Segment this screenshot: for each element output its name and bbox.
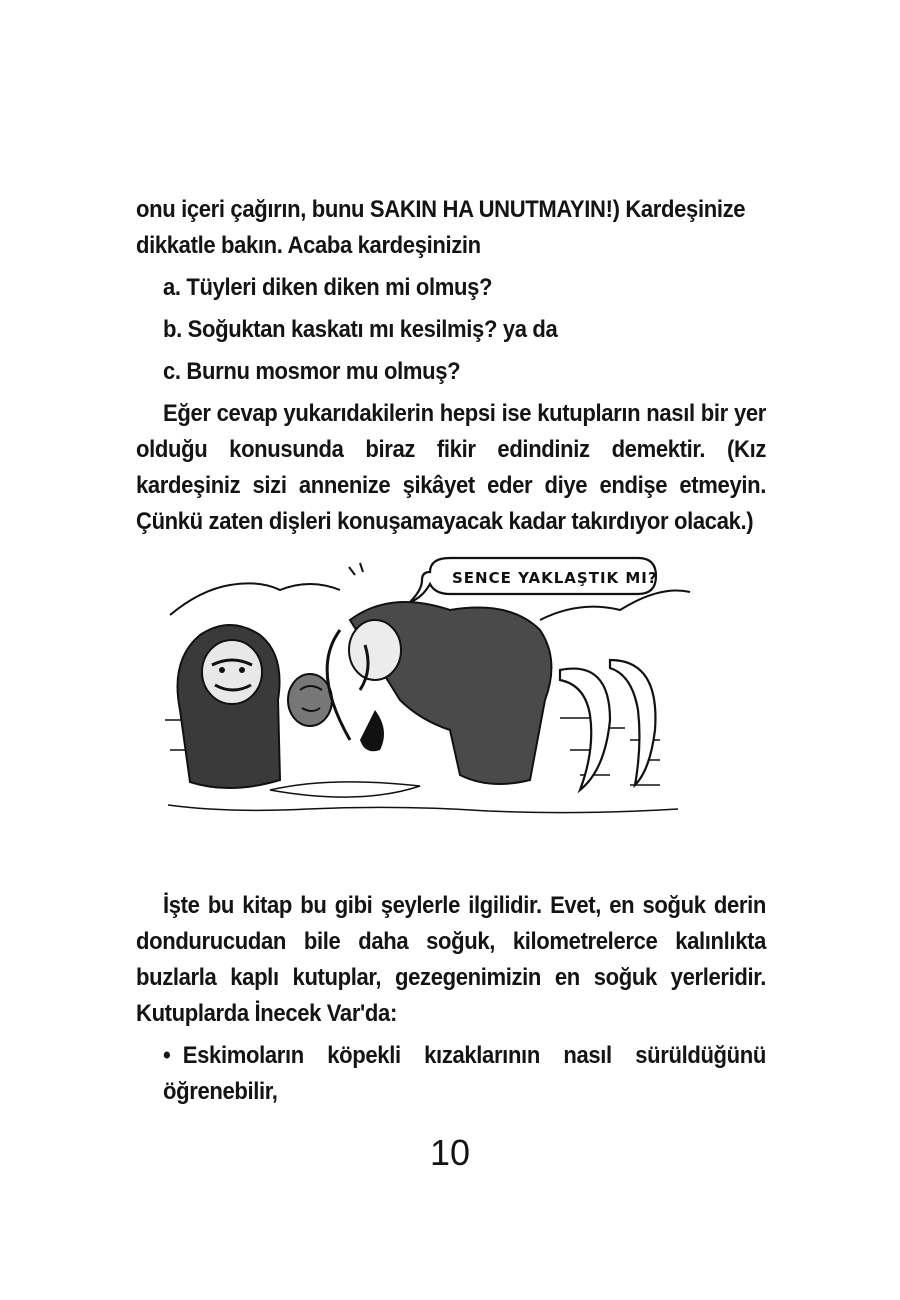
cartoon-illustration [160,550,700,830]
list-item-c: c. Burnu mosmor mu olmuş? [163,358,461,385]
bullet-marker: • [163,1042,171,1069]
speech-bubble [410,558,658,602]
bullet-item-1 [136,1038,766,1110]
list-item-b: b. Soğuktan kaskatı mı kesilmiş? ya da [163,316,558,343]
middle-explorer-figure [327,602,551,784]
lower-text-block [136,888,766,1110]
speech-bubble-text: SENCE YAKLAŞTIK MI? [452,569,658,587]
list-item-a: a. Tüyleri diken diken mi olmuş? [163,274,493,301]
paragraph-3: İşte bu kitap bu gibi şeylerle ilgilidir. Evet, en soğuk derin dondurucudan bile daha soğuk, kilometrelerce kalınlıkta buzlarla kaplı kutuplar, gezegenimizin en soğuk yerleridir. Kutuplarda İnecek Var'da: [136,892,766,1027]
mammoth-tusks [560,660,655,790]
upper-text-block [136,192,766,540]
paragraph-continuation [136,192,766,264]
left-explorer-figure [178,625,333,788]
page-number: 10 [429,1132,471,1173]
paragraph-2: Eğer cevap yukarıdakilerin hepsi ise kutupların nasıl bir yer olduğu konusunda biraz fikir edindiniz demektir. (Kız kardeşiniz sizi annenize şikâyet eder diye endişe etmeyin. Çünkü zaten dişleri konuşamayacak kadar takırdıyor olacak.) [136,400,766,535]
bullet-item-1-text: Eskimoların köpekli kızaklarının nasıl sürüldüğünü öğrenebilir, [163,1042,767,1105]
paragraph-1-line-1: onu içeri çağırın, bunu SAKIN HA UNUTMAYIN!) Kardeşinize [136,196,746,223]
paragraph-1-line-2: dikkatle bakın. Acaba kardeşinizin [136,232,481,259]
